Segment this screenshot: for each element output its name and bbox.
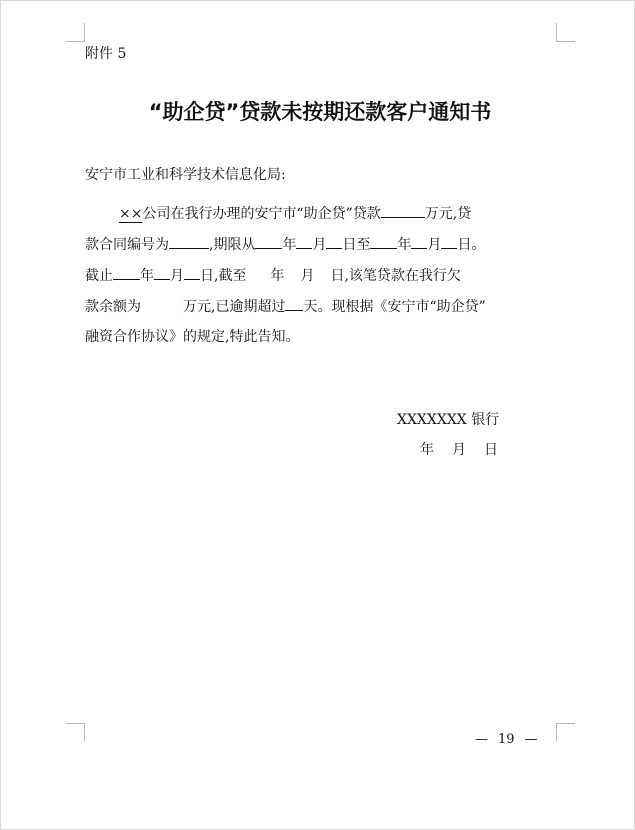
paragraph-line-5: 融资合作协议》的规定,特此告知。 xyxy=(85,329,300,345)
line2-text-e: 日至 xyxy=(342,237,371,253)
crop-mark-top-right xyxy=(556,23,575,42)
document-title: “助企贷”贷款未按期还款客户通知书 xyxy=(148,100,492,124)
line2-text-a: 款合同编号为 xyxy=(85,237,169,253)
page-dash-right: — xyxy=(524,732,538,747)
as-of-year-blank xyxy=(113,260,140,280)
line3-text-e: 年 xyxy=(270,268,285,284)
line2-text-h: 日。 xyxy=(457,237,486,253)
line3-text-d: 日,截至 xyxy=(200,268,247,284)
line3-text-f: 月 xyxy=(300,268,315,284)
line3-text-b: 年 xyxy=(140,268,154,284)
start-month-blank xyxy=(296,229,312,249)
company-placeholder: ×× xyxy=(119,206,143,222)
attachment-label: 附件 5 xyxy=(85,46,127,62)
page-number xyxy=(475,731,538,749)
line1-text-b: 万元,贷 xyxy=(424,206,472,222)
line2-text-b: ,期限从 xyxy=(209,237,256,253)
line2-text-c: 年 xyxy=(282,237,297,253)
paragraph-line-4 xyxy=(85,291,557,322)
page-dash-left: — xyxy=(475,732,488,747)
line2-text-g: 月 xyxy=(427,237,442,253)
date-year: 年 xyxy=(420,442,434,458)
line4-text-a: 款余额为 xyxy=(85,299,141,315)
signature-date xyxy=(420,440,498,460)
as-of-day-blank xyxy=(184,260,200,280)
date-day: 日 xyxy=(484,442,498,458)
paragraph-line-2 xyxy=(85,229,557,260)
notice-paragraph xyxy=(85,198,557,353)
crop-mark-bottom-left xyxy=(66,723,85,742)
end-day-blank xyxy=(441,229,457,249)
date-month: 月 xyxy=(452,442,466,458)
addressee: 安宁市工业和科学技术信息化局: xyxy=(85,167,286,183)
page-number-value: 19 xyxy=(498,732,515,747)
crop-mark-bottom-right xyxy=(556,723,575,742)
line4-text-c: 天。现根据《安宁市“助企贷” xyxy=(303,299,486,315)
end-year-blank xyxy=(370,229,397,249)
line3-text-c: 月 xyxy=(170,268,184,284)
line3-text-g: 日,该笔贷款在我行欠 xyxy=(330,268,461,284)
line2-text-d: 月 xyxy=(312,237,327,253)
line3-text-a: 截止 xyxy=(85,268,113,284)
loan-amount-blank xyxy=(381,198,425,218)
start-day-blank xyxy=(326,229,342,249)
crop-mark-top-left xyxy=(66,23,85,42)
contract-number-blank xyxy=(169,229,209,249)
paragraph-line-3 xyxy=(85,260,557,291)
line2-text-f: 年 xyxy=(397,237,412,253)
bank-signature: XXXXXXX 银行 xyxy=(397,412,500,428)
start-year-blank xyxy=(255,229,282,249)
line1-text-a: 公司在我行办理的安宁市“助企贷”贷款 xyxy=(142,206,381,222)
overdue-days-blank xyxy=(285,291,303,311)
line4-text-b: 万元,已逾期超过 xyxy=(183,299,286,315)
as-of-month-blank xyxy=(154,260,170,280)
paragraph-line-1 xyxy=(85,198,557,229)
end-month-blank xyxy=(411,229,427,249)
